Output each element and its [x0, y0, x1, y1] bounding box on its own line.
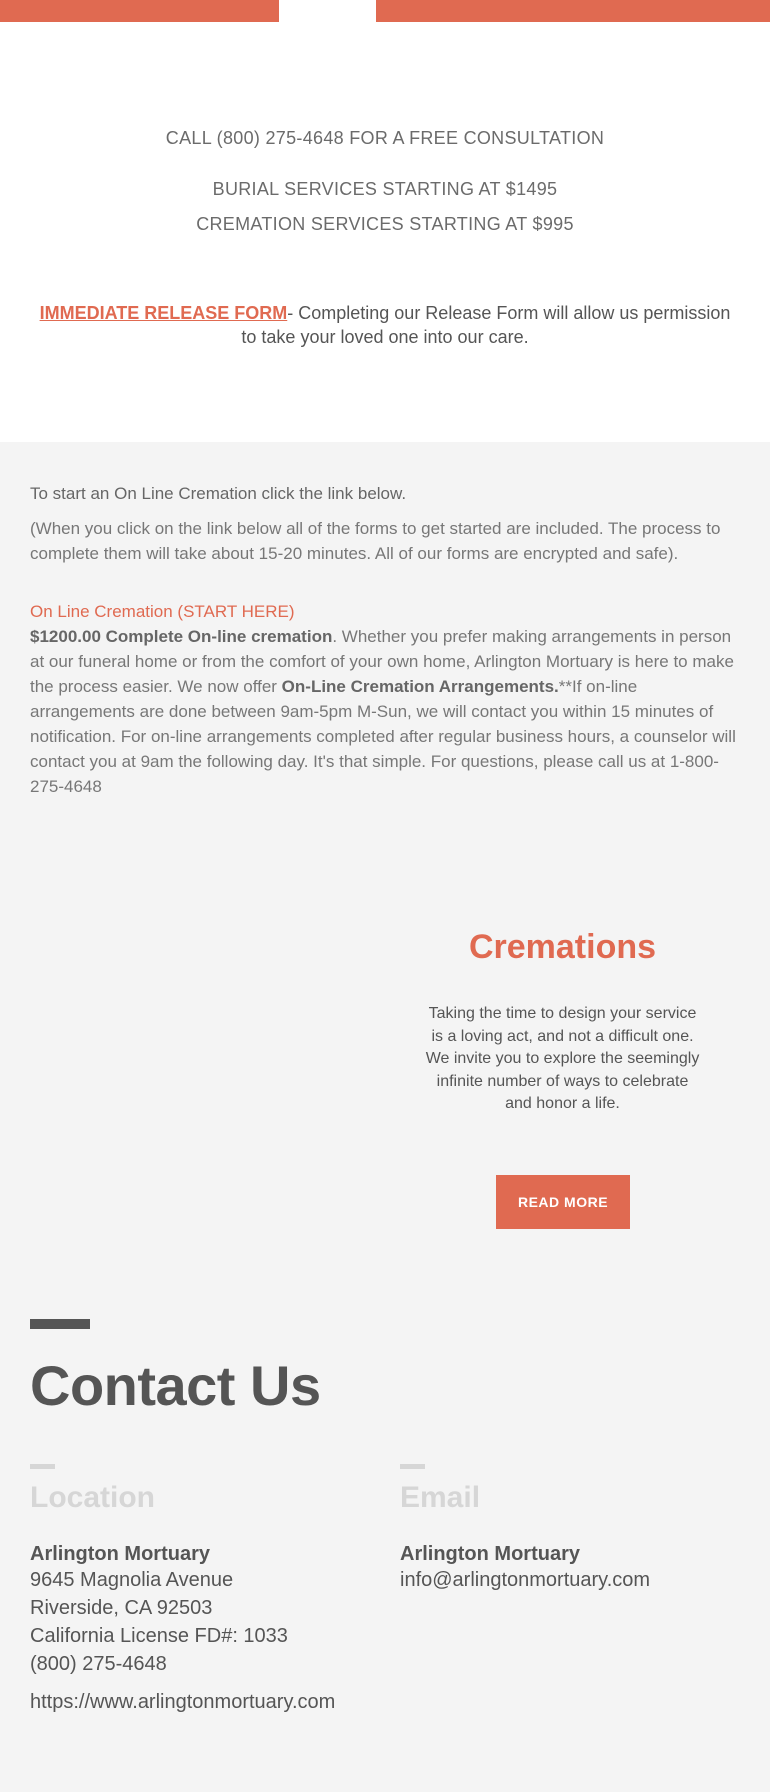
location-column — [30, 1464, 370, 1716]
online-cremation-note: (When you click on the link below all of the forms to get started are included. The process to complete them will take about 15-20 minutes. All of our forms are encrypted and safe). — [30, 519, 721, 563]
location-divider — [30, 1464, 55, 1469]
contact-divider — [30, 1319, 90, 1329]
email-address-link[interactable]: info@arlingtonmortuary.com — [400, 1569, 651, 1591]
contact-us-heading: Contact Us — [30, 1354, 321, 1417]
email-org-name: Arlington Mortuary — [400, 1543, 580, 1565]
immediate-release-form-link[interactable]: IMMEDIATE RELEASE FORM — [39, 303, 288, 323]
city-state-zip: Riverside, CA 92503 — [30, 1597, 213, 1619]
phone-number[interactable]: (800) 275-4648 — [30, 1653, 167, 1675]
online-body-part-2: **If on-line arrangements are done between 9am-5pm M-Sun, we will contact you within 15 minutes of notification. For on-line arrangements completed after regular business hours, a counselor will contact you at 9am the following day. It's that simple. For questions, please call us at 1-800-275-4648 — [30, 677, 736, 796]
street-address: 9645 Magnolia Avenue — [30, 1569, 234, 1591]
burial-price-text: BURIAL SERVICES STARTING AT $1495 — [212, 179, 558, 199]
consultation-text: CALL (800) 275-4648 FOR A FREE CONSULTATION — [165, 128, 605, 148]
location-org-name: Arlington Mortuary — [30, 1543, 210, 1565]
email-divider — [400, 1464, 425, 1469]
location-heading: Location — [30, 1481, 155, 1514]
online-cremation-heading: To start an On Line Cremation click the link below. — [30, 484, 407, 503]
online-arrangements-bold: On-Line Cremation Arrangements. — [281, 677, 559, 696]
top-bar-left-segment — [0, 0, 279, 22]
license-number: California License FD#: 1033 — [30, 1625, 288, 1647]
website-link[interactable]: https://www.arlingtonmortuary.com — [30, 1691, 336, 1713]
cremation-price-text: CREMATION SERVICES STARTING AT $995 — [196, 214, 574, 234]
cremations-heading: Cremations — [468, 928, 657, 966]
email-heading: Email — [400, 1481, 481, 1514]
top-bar-right-segment — [376, 0, 770, 22]
online-body-part-1: . Whether you prefer making arrangements in person at our funeral home or from the comfort of your own home, Arlington Mortuary is here to make the process easier. We now offer — [30, 627, 734, 696]
email-column — [400, 1464, 740, 1594]
online-cremation-description — [30, 624, 742, 799]
read-more-button[interactable]: READ MORE — [496, 1175, 630, 1229]
release-description: - Completing our Release Form will allow us permission to take your loved one into our care. — [241, 303, 731, 347]
release-paragraph — [30, 301, 740, 349]
cremations-description: Taking the time to design your service is a loving act, and not a difficult one. We invite you to explore the seemingly infinite number of ways to celebrate and honor a life. — [425, 1005, 700, 1112]
online-cremation-start-link[interactable]: On Line Cremation (START HERE) — [30, 602, 295, 621]
top-nav-bar — [0, 0, 770, 22]
online-price-bold: $1200.00 Complete On-line cremation — [30, 627, 333, 646]
